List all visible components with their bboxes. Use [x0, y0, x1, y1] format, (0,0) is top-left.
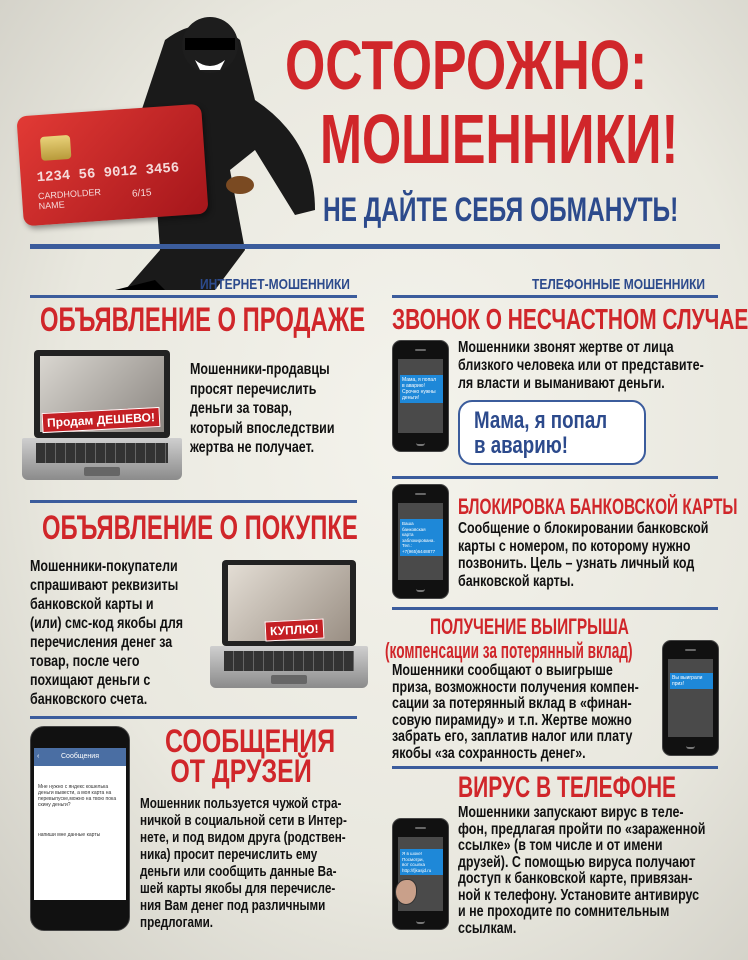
- laptop-purchase: [210, 560, 368, 690]
- heading-virus: ВИРУС В ТЕЛЕФОНЕ: [458, 771, 677, 804]
- subheading-prize: (компенсации за потерянный вклад): [385, 638, 633, 663]
- phone-blocking: [392, 484, 449, 599]
- category-internet: ИНТЕРНЕТ-МОШЕННИКИ: [200, 276, 350, 293]
- divider: [392, 295, 718, 298]
- text-virus: Мошенники запускают вирус в теле- фон, предлагая пройти по «зараженной ссылке» (в том числе и от имени друзей). С помощью вируса получают доступ к банковской карте, привязан- ной к телефону. Установите антивирус и не проходите по сомнительным ссылкам.: [458, 804, 706, 937]
- card-chip-icon: [40, 135, 72, 161]
- social-header: [34, 748, 126, 766]
- divider: [30, 716, 357, 719]
- tag-purchase: КУПЛЮ!: [265, 618, 324, 641]
- text-purchase: Мошенники-покупатели спрашивают реквизиты банковской карты и (или) смс-код якобы для перечисления денег за товар, после чего похищают деньги с банковского счета.: [30, 558, 184, 708]
- phone-accident: [392, 340, 449, 452]
- divider: [30, 295, 357, 298]
- phone-social: [30, 726, 130, 931]
- heading-purchase: ОБЪЯВЛЕНИЕ О ПОКУПКЕ: [42, 509, 358, 547]
- heading-prize: ПОЛУЧЕНИЕ ВЫИГРЫША: [430, 614, 629, 639]
- sms-message: Ваша банковская карта заблокирована. Тел.: +7(965)6448877: [400, 519, 443, 556]
- sms-message: Мама, я попал в аварию! Срочно нужны деньги!: [400, 375, 443, 403]
- text-blocking: Сообщение о блокировании банковской карты с номером, по которому нужно позвонить. Цель – узнать личный код банковской карты.: [458, 520, 709, 590]
- text-friends: Мошенник пользуется чужой стра- ничкой в социальной сети в Интер- нете, и под видом друга (родствен- ника) просит перечислить ему деньги или сообщить данные Ва- шей карты якобы для перечисле- ния Вам денег под различными предлогами.: [140, 795, 347, 931]
- virus-creature-icon: [395, 879, 417, 905]
- sms-message: Вы выиграли приз!: [670, 673, 713, 689]
- heading-friends: СООБЩЕНИЯ ОТ ДРУЗЕЙ: [165, 723, 336, 789]
- heading-blocking: БЛОКИРОВКА БАНКОВСКОЙ КАРТЫ: [458, 494, 738, 519]
- title-line1: ОСТОРОЖНО:: [285, 26, 648, 104]
- social-message: Мне нужно с яндекс кошелька деньги вывести, а моя карта на перевыпуске,можно на твою пока скину деньги?: [38, 784, 117, 808]
- card-holder: CARDHOLDER NAME: [37, 186, 102, 212]
- social-header-title: Сообщения: [61, 753, 99, 760]
- title-divider: [30, 244, 720, 249]
- back-icon[interactable]: ‹: [37, 753, 40, 760]
- text-accident: Мошенники звонят жертве от лица близкого человека или от представите- ля власти и выманивают деньги.: [458, 339, 704, 392]
- text-sale: Мошенники-продавцы просят перечислить деньги за товар, который впоследствии жертва не получает.: [190, 361, 335, 456]
- subtitle: НЕ ДАЙТЕ СЕБЯ ОБМАНУТЬ!: [323, 191, 679, 229]
- divider: [392, 766, 718, 769]
- category-phone: ТЕЛЕФОННЫЕ МОШЕННИКИ: [532, 276, 706, 293]
- phone-prize: [662, 640, 719, 756]
- card-number: 1234 56 9012 3456: [36, 160, 180, 187]
- heading-sale: ОБЪЯВЛЕНИЕ О ПРОДАЖЕ: [40, 301, 366, 339]
- bubble-text: Мама, я попал в аварию!: [474, 407, 608, 459]
- tag-sale: Продам ДЕШЕВО!: [42, 407, 161, 433]
- thief-illustration: [15, 0, 315, 295]
- text-prize: Мошенники сообщают о выигрыше приза, возможности получения компен- сации за потерянный вклад в «финан- совую пирамиду» и т.п. Жертве можно забрать его, заплатив налог или плату якобы «за сохранность денег».: [392, 662, 639, 762]
- divider: [392, 476, 718, 479]
- divider: [392, 607, 718, 610]
- sms-message: Я в шоке! Посмотри, вот ссылка http://fjkasjd.ru: [400, 849, 443, 875]
- laptop-sale: [22, 350, 182, 482]
- phone-virus: [392, 818, 449, 930]
- social-screen: [34, 748, 126, 900]
- social-message: напиши мне данные карты: [38, 832, 101, 838]
- heading-accident: ЗВОНОК О НЕСЧАСТНОМ СЛУЧАЕ: [392, 304, 748, 336]
- divider: [30, 500, 357, 503]
- title-line2: МОШЕННИКИ!: [320, 100, 679, 178]
- credit-card: [16, 104, 208, 227]
- card-expiry: 6/15: [131, 187, 152, 200]
- speech-bubble: [458, 400, 646, 465]
